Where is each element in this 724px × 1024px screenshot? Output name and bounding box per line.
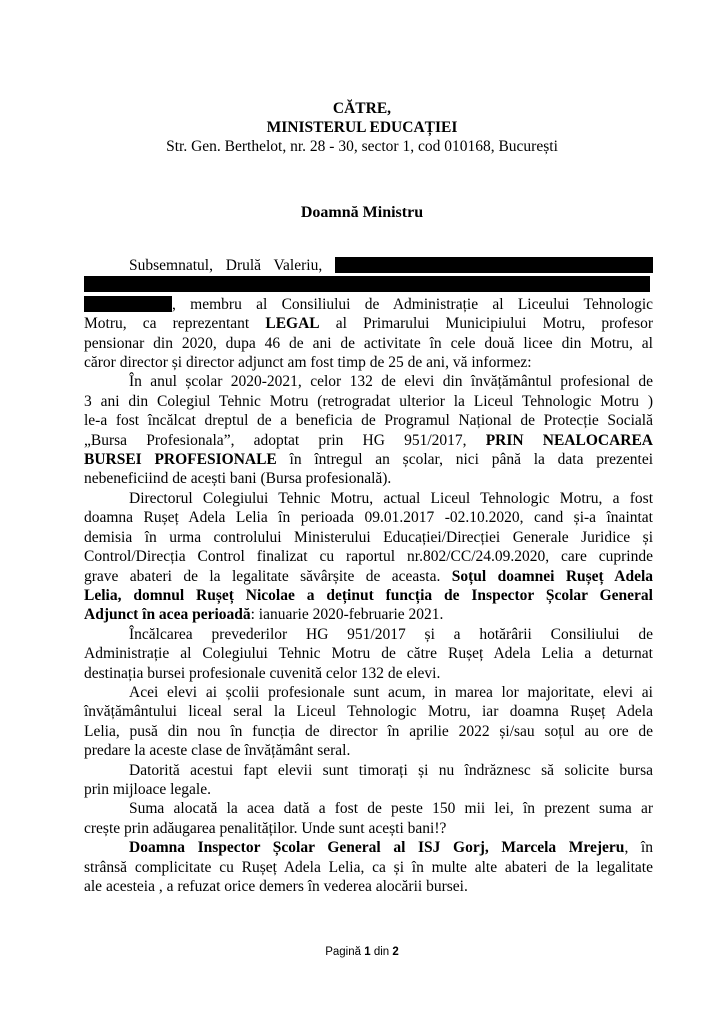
body-line: Datorită acestui fapt elevii sunt timorați și nu îndrăznesc să solicite bursa: [129, 761, 653, 779]
body-line: strânsă complicitate cu Rușeț Adela Lelia, ca și în multe alte abateri de la legalitate: [84, 858, 653, 876]
body-line: Acei elevi ai școlii profesionale sunt acum, in marea lor majoritate, elevi ai: [129, 683, 653, 701]
body-line: prin mijloace legale.: [84, 780, 211, 798]
body-line: Adjunct în acea perioadă: ianuarie 2020-februarie 2021.: [84, 606, 444, 624]
body-line: [84, 275, 653, 294]
redaction-bar: [335, 257, 653, 273]
page-total: 2: [392, 946, 399, 958]
page-number: 1: [364, 946, 371, 958]
body-line: Directorul Colegiului Tehnic Motru, actual Liceul Tehnologic Motru, a fost: [129, 489, 653, 507]
of-word: din: [373, 946, 390, 958]
letter-body: [84, 256, 653, 896]
body-line: doamna Rușeț Adela Lelia în perioada 09.01.2017 -02.10.2020, cand și-a înaintat: [84, 509, 653, 527]
body-line: Control/Direcția Control finalizat cu raportul nr.802/CC/24.09.2020, care cuprinde: [84, 548, 653, 566]
body-line: predare la aceste clase de învățământ seral.: [84, 742, 351, 760]
body-line: În anul școlar 2020-2021, celor 132 de elevi din învățământul profesional de: [129, 373, 653, 391]
salutation: Doamnă Ministru: [300, 204, 424, 221]
body-line: grave abateri de la legalitate săvârșite de aceasta. Soțul doamnei Rușeț Adela: [84, 567, 653, 585]
body-line: „Bursa Profesionala”, adoptat prin HG 951/2017, PRIN NEALOCAREA: [84, 431, 653, 449]
body-line: Suma alocată la acea dată a fost de peste 150 mii lei, în prezent suma ar: [129, 800, 653, 818]
body-line: Administrație al Colegiului Tehnic Motru de către Rușeț Adela Lelia a deturnat: [84, 645, 653, 663]
body-line: le-a fost încălcat dreptul de a beneficia de Programul Național de Protecție Socială: [84, 412, 653, 430]
redaction-bar: [84, 296, 172, 312]
body-line: demisia în urma controlului Ministerului Educației/Direcției Generale Juridice și: [84, 528, 653, 546]
recipient-to: CĂTRE,: [332, 100, 392, 117]
body-line: Motru, ca reprezentant LEGAL al Primarului Municipiului Motru, profesor: [84, 315, 654, 333]
redaction-bar: [84, 276, 650, 292]
body-line: Încălcarea prevederilor HG 951/2017 și a hotărârii Consiliului de: [129, 625, 653, 643]
page-word: Pagină: [325, 946, 362, 958]
body-line: 3 ani din Colegiul Tehnic Motru (retrogradat ulterior la Liceul Tehnologic Motru ): [84, 392, 653, 410]
body-line: nebeneficiind de acești bani (Bursa profesională).: [84, 470, 392, 488]
body-line: destinația bursei profesionale cuvenită celor 132 de elevi.: [84, 664, 441, 682]
body-line: BURSEI PROFESIONALE în întregul an școlar, nici până la data prezentei: [84, 451, 654, 469]
body-line: Lelia, domnul Rușeț Nicolae a deținut funcția de Inspector Școlar General: [84, 586, 653, 604]
body-line: Doamna Inspector Școlar General al ISJ Gorj, Marcela Mrejeru, în: [129, 839, 653, 857]
body-line: învățământului liceal seral la Liceul Tehnologic Motru, iar doamna Rușeț Adela: [84, 703, 653, 721]
body-line: , membru al Consiliului de Administrație al Liceului Tehnologic: [84, 295, 653, 314]
body-line: Lelia, pusă din nou în funcția de director în aprilie 2022 și/sau soțul au ore de: [84, 722, 653, 740]
recipient-ministry: MINISTERUL EDUCAȚIEI: [266, 119, 458, 136]
recipient-address: Str. Gen. Berthelot, nr. 28 - 30, sector 1, cod 010168, București: [166, 138, 558, 155]
body-line: Subsemnatul, Drulă Valeriu,: [84, 256, 653, 275]
page-footer: [0, 946, 724, 958]
body-line: ale acesteia , a refuzat orice demers în vederea alocării bursei.: [84, 878, 468, 895]
body-line: crește prin adăugarea penalităților. Unde sunt acești bani!?: [84, 819, 447, 837]
body-line: căror director și director adjunct am fost timp de 25 de ani, vă informez:: [84, 354, 532, 372]
body-line: pensionar din 2020, dupa 46 de ani de activitate în cele două licee din Motru, al: [84, 334, 653, 352]
